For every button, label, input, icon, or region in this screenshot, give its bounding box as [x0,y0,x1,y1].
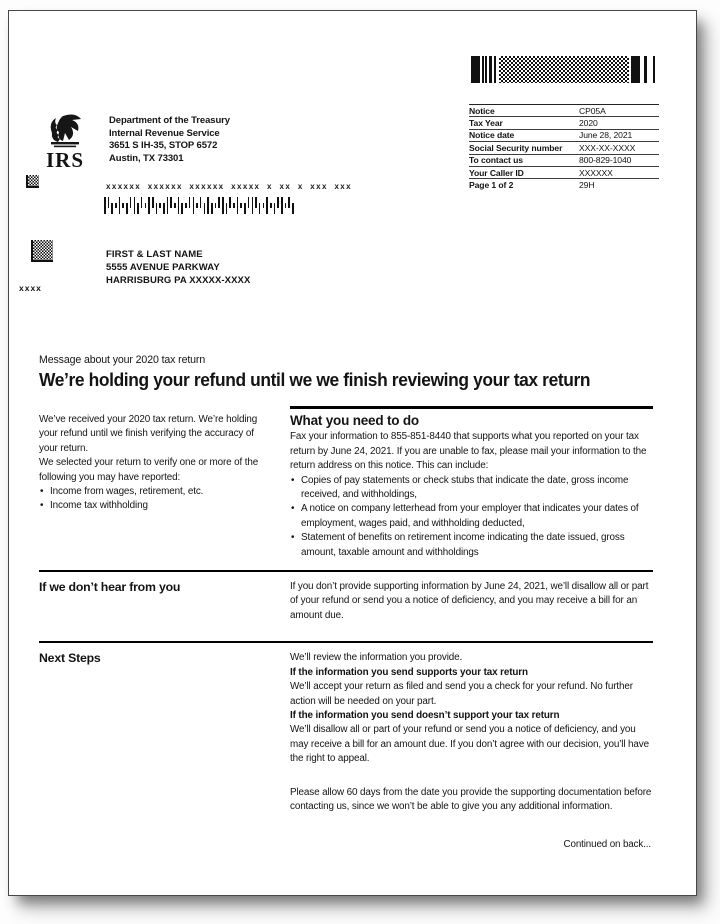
case-heading: If the information you send doesn’t support your tax return [290,709,560,721]
recipient-address [106,248,250,287]
sender-address-line: 3651 S IH-35, STOP 6572 [109,140,218,151]
headline: We’re holding your refund until we we finish reviewing your tax return [39,369,591,390]
recipient-line: FIRST & LAST NAME [106,249,203,260]
section-heading: Next Steps [39,651,101,666]
irs-logo [33,111,97,171]
recipient-line: 5555 AVENUE PARKWAY [106,262,220,273]
row-label: Your Caller ID [469,167,524,178]
2d-mail-barcode-icon [471,56,659,83]
intro-paragraph: We’ve received your 2020 tax return. We’re holding your refund until we finish verifying the accuracy of your return. [39,414,258,454]
row-label: Notice [469,105,495,116]
section-heading: If we don’t hear from you [39,580,181,595]
section-heading: What you need to do [290,413,419,428]
case-text: We’ll disallow all or part of your refund or send you a notice of deficiency, and you may receive a bill for an amount due. If you don’t agree with our decision, you’ll have the right to appeal. [290,724,649,765]
table-row [469,178,659,190]
list-item: • A notice on company letterhead from your employer that indicates your dates of employment, wages paid, and withholding deducted, [290,502,653,531]
barcode-data-modules [499,56,629,83]
continued-on-back-note: Continued on back... [563,839,651,851]
allow-60-days-paragraph: Please allow 60 days from the date you provide the supporting documentation before contacting us, since we won’t be able to give you any additional information. [290,786,652,812]
irs-wordmark: IRS [45,148,85,172]
row-label: Tax Year [469,118,503,129]
case-text: We’ll accept your return as filed and send you a check for your refund. No further action will be needed on your part. [290,681,633,707]
intro-and-actions [39,406,653,560]
intro-paragraph: We selected your return to verify one or more of the following you may have reported: [39,457,259,483]
row-label: Notice date [469,130,515,141]
intelligent-mail-barcode-icon [104,197,316,214]
row-label: Social Security number [469,142,563,153]
what-you-need-to-do-section [290,406,653,560]
section-body [290,651,653,852]
intro-column [39,406,272,560]
section-paragraph: Fax your information to 855-851-8440 that supports what you reported on your tax return by June 24, 2021. If you are unable to fax, please mail your information to the return address on this notice. This can include: [290,431,647,472]
row-label: To contact us [469,155,523,166]
recipient-line: HARRISBURG PA XXXXX-XXXX [106,275,251,286]
row-value: CP05A [579,105,606,116]
table-row [469,154,659,166]
row-value: 800-829-1040 [579,155,632,166]
row-value: XXX-XX-XXXX [579,142,636,153]
list-item: • Income from wages, retirement, etc. [39,485,272,499]
table-row [469,141,659,153]
row-value: XXXXXX [579,167,613,178]
irs-eagle-icon [42,111,88,149]
sender-address-line: Department of the Treasury [109,115,230,126]
letter-body [39,354,653,853]
case-heading: If the information you send supports your tax return [290,666,528,678]
notice-info-table [469,104,659,191]
if-we-dont-hear-section [39,570,653,641]
mail-meta-line: xxxxxx xxxxxx xxxxxx xxxxx x xx x xxx xxx [106,182,353,191]
row-value: 29H [579,180,595,191]
sender-address-line: Internal Revenue Service [109,127,220,139]
table-row [469,166,659,178]
sender-address [109,111,230,171]
row-label: Page 1 of 2 [469,180,514,191]
barcode-start-bars [471,56,499,83]
list-item: • Copies of pay statements or check stubs that indicate the date, gross income received, and withholdings, [290,474,653,503]
documents-bullet-list [290,474,653,560]
notice-letter-page [8,10,697,896]
subject-line: Message about your 2020 tax return [39,354,206,366]
next-steps-intro: We’ll review the information you provide. [290,652,463,664]
row-value: June 28, 2021 [579,130,633,141]
table-row [469,116,659,128]
barcode-end-bars [629,56,659,83]
sender-block [33,111,230,171]
data-matrix-barcode-icon [26,175,39,188]
table-row [469,104,659,116]
list-item: • Income tax withholding [39,499,272,513]
sender-address-line: Austin, TX 73301 [109,152,184,164]
table-row [469,129,659,141]
next-steps-section [39,641,653,852]
margin-code: xxxx [19,283,42,293]
row-value: 2020 [579,118,598,129]
section-paragraph: If you don’t provide supporting information by June 24, 2021, we’ll disallow all or part of your refund or send you a notice of deficiency, and you may receive a bill for an amount due. [290,581,649,621]
section-body [290,580,653,623]
intro-bullet-list [39,485,272,514]
list-item: • Statement of benefits on retirement income indicating the date issued, gross amount, taxable amount and withholdings [290,531,653,560]
data-matrix-barcode-icon [31,240,53,262]
